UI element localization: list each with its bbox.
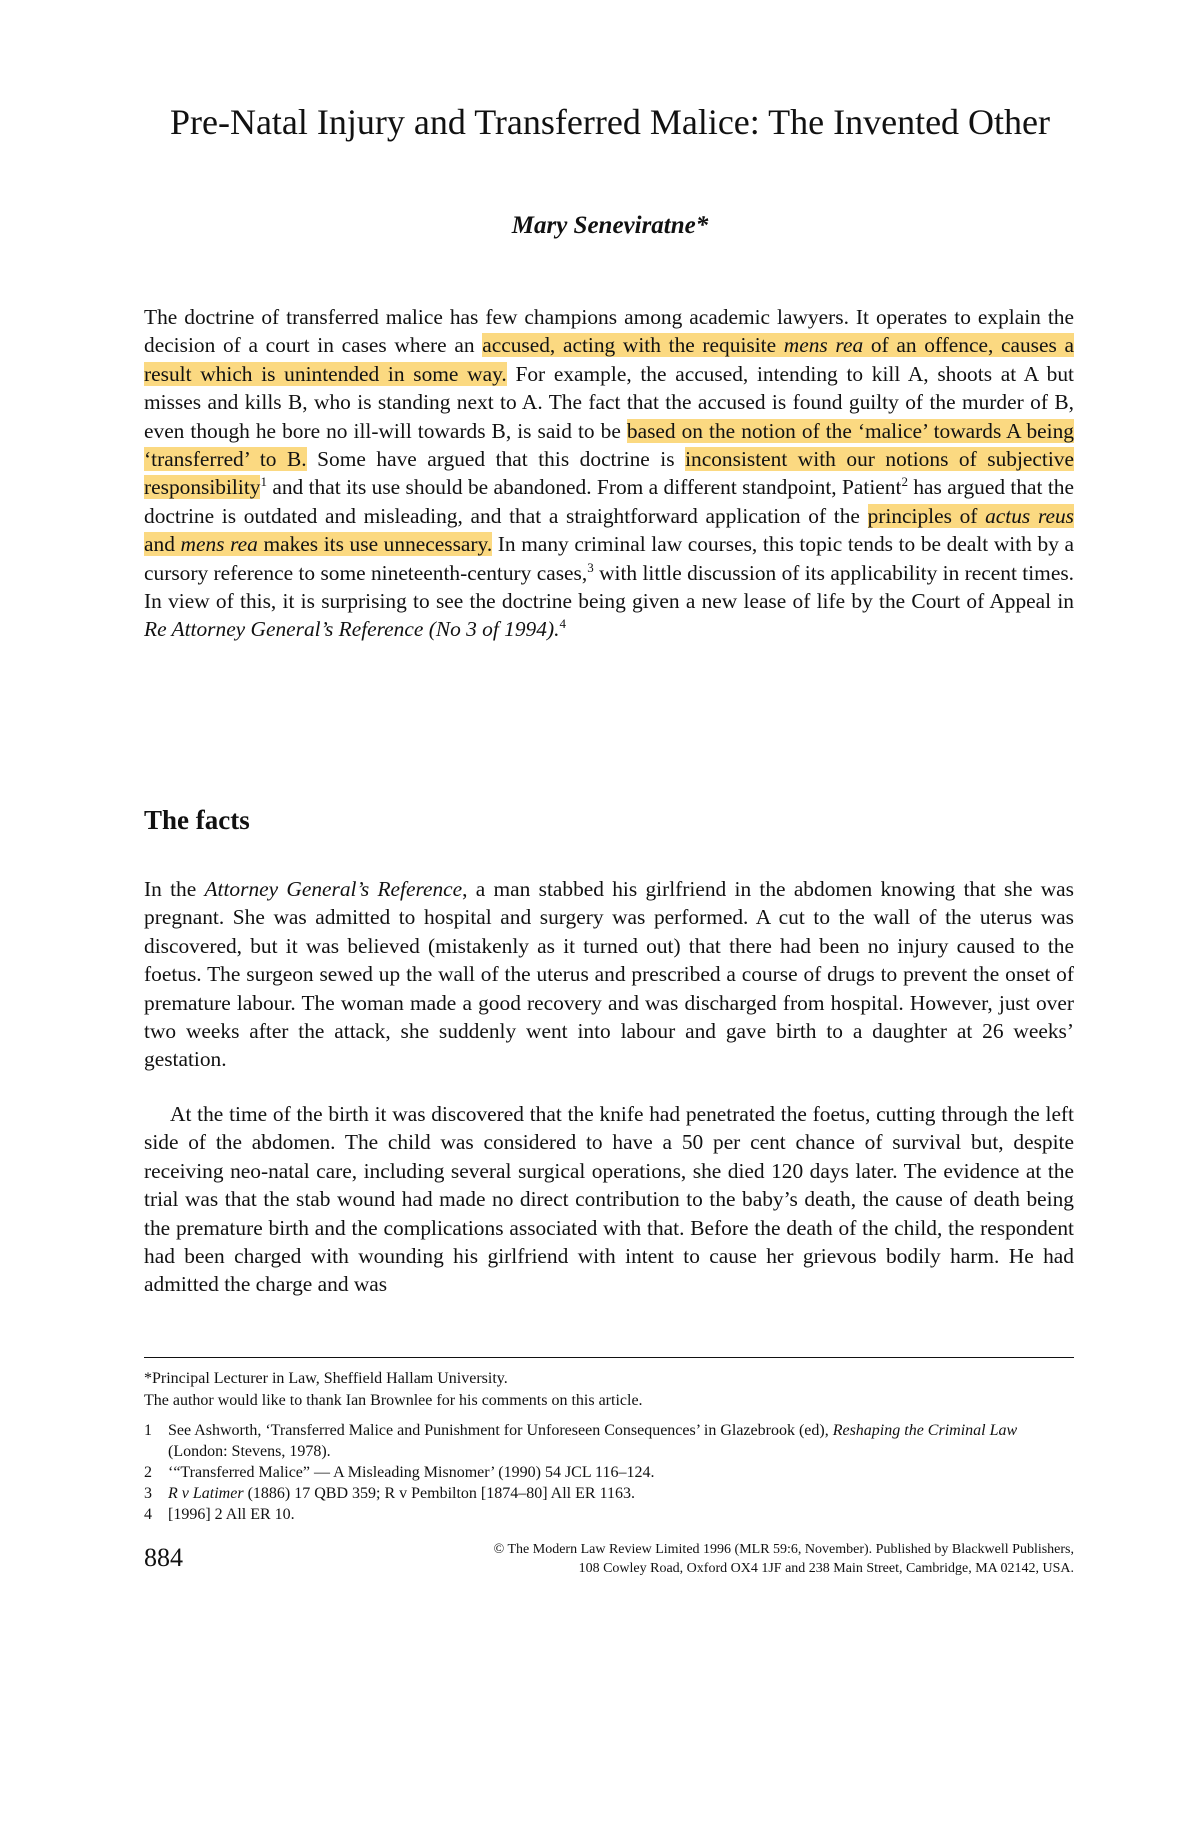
copyright-line-2: 108 Cowley Road, Oxford OX4 1JF and 238 Main Street, Cambridge, MA 02142, USA. bbox=[578, 1561, 1074, 1576]
footnote-ref-2[interactable]: 2 bbox=[901, 474, 908, 490]
highlight-4-text-e: makes its use unnecessary. bbox=[257, 532, 493, 557]
intro-text-6: In many criminal law courses, this topic tends to be dealt with by a cursory reference to some nineteenth-century cases, bbox=[144, 532, 1075, 585]
footnote-text-b: (London: Stevens, 1978). bbox=[168, 1443, 331, 1460]
footnote-text-a: R bbox=[168, 1485, 178, 1502]
footnote-text bbox=[168, 1504, 1074, 1525]
case-citation: Re Attorney General’s Reference (No 3 of 1994). bbox=[144, 617, 560, 642]
footnote-ref-3[interactable]: 3 bbox=[587, 559, 594, 575]
copyright-notice bbox=[240, 1540, 1074, 1578]
intro-text-3: Some have argued that this doctrine is bbox=[306, 447, 686, 472]
highlight-4-text-c: and bbox=[144, 532, 181, 557]
footnote-text-a: ‘“Transferred Malice” — A Misleading Misnomer’ (1990) 54 JCL 116–124. bbox=[168, 1464, 655, 1481]
footnote-ref-4[interactable]: 4 bbox=[559, 616, 566, 632]
article-title: Pre-Natal Injury and Transferred Malice: The Invented Other bbox=[169, 102, 1051, 142]
intro-paragraph bbox=[144, 303, 1074, 644]
footnote-text-b: (1886) 17 QBD 359; R v Pembilton [1874–80] All ER 1163. bbox=[243, 1485, 635, 1502]
highlight-1-italic: mens rea bbox=[783, 333, 864, 358]
facts-rest: , a man stabbed his girlfriend in the abdomen knowing that she was pregnant. She was admitted to hospital and surgery was performed. A cut to the wall of the uterus was discovered, but it was believed (mistakenly as it turned out) that there had been no injury caused to the foetus. The surgeon sewed up the wall of the uterus and prescribed a course of drugs to prevent the onset of premature labour. The woman made a good recovery and was discharged from hospital. However, just over two weeks after the attack, she suddenly went into labour and gave birth to a daughter at 26 weeks’ gestation. bbox=[144, 877, 1075, 1072]
footnote-number: 4 bbox=[144, 1506, 152, 1523]
page-number: 884 bbox=[144, 1543, 183, 1572]
footnote-item bbox=[144, 1420, 1074, 1462]
intro-text-7: with little discussion of its applicability in recent times. In view of this, it is surprising to see the doctrine being given a new lease of life by the Court of Appeal in bbox=[144, 560, 1074, 614]
copyright-line-1: © The Modern Law Review Limited 1996 (MLR 59:6, November). Published by Blackwell Publishers, bbox=[493, 1542, 1074, 1557]
footnote-text bbox=[168, 1483, 1074, 1504]
highlight-4-text-a: principles of bbox=[867, 503, 986, 528]
facts-case-name: Attorney General’s Reference bbox=[204, 877, 463, 901]
facts-lead: In the bbox=[144, 877, 205, 901]
intro-text-2: For example, the accused, intending to kill A, shoots at A but misses and kills B, who is standing next to A. The fact that the accused is found guilty of the murder of B, even though he bore no ill-will towards B, is said to be bbox=[144, 361, 1074, 443]
intro-text-1: The doctrine of transferred malice has few champions among academic lawyers. It operates to explain the decision of a court in cases where an bbox=[144, 305, 1074, 358]
intro-text-5: has argued that the doctrine is outdated and misleading, and that a straightforward application of the bbox=[144, 475, 1074, 528]
highlight-1-text-c: of an offence, causes a result which is unintended in some way. bbox=[144, 333, 1074, 386]
author-affiliation: *Principal Lecturer in Law, Sheffield Hallam University. bbox=[144, 1370, 508, 1387]
highlight-4-italic-d: mens rea bbox=[180, 532, 258, 557]
footnote-item bbox=[144, 1462, 1074, 1483]
footnote-italic: Reshaping the Criminal Law bbox=[832, 1422, 1018, 1439]
footnote-number: 2 bbox=[144, 1464, 152, 1481]
intro-text-4: and that its use should be abandoned. From a different standpoint, Patient bbox=[266, 475, 902, 500]
footnote-number: 3 bbox=[144, 1485, 152, 1502]
footnote-text bbox=[168, 1420, 1074, 1462]
footnote-item bbox=[144, 1504, 1074, 1525]
highlight-2: based on the notion of the ‘malice’ towards A being ‘transferred’ to B. bbox=[144, 418, 1074, 472]
footnote-number: 1 bbox=[144, 1422, 152, 1439]
footnote-ref-1[interactable]: 1 bbox=[260, 474, 267, 490]
author-name: Mary Seneviratne* bbox=[511, 212, 709, 239]
author-acknowledgement: The author would like to thank Ian Brownlee for his comments on this article. bbox=[144, 1392, 643, 1409]
highlight-4-italic-b: actus reus bbox=[985, 503, 1074, 528]
footnote-list bbox=[144, 1420, 1074, 1525]
footnote-text bbox=[168, 1462, 1074, 1483]
footnote-text-a: [1996] 2 All ER 10. bbox=[168, 1506, 295, 1523]
facts-paragraph-2: At the time of the birth it was discovered that the knife had penetrated the foetus, cutting through the left side of the abdomen. The child was considered to have a 50 per cent chance of survival but, despite receiving neo-natal care, including several surgical operations, she died 120 days later. The evidence at the trial was that the stab wound had made no direct contribution to the baby’s death, the cause of death being the premature birth and the complications associated with that. Before the death of the child, the respondent had been charged with wounding his girlfriend with intent to cause her grievous bodily harm. He had admitted the charge and was bbox=[144, 1102, 1074, 1297]
highlight-1-text-a: accused, acting with the requisite bbox=[482, 333, 784, 358]
footnote-item bbox=[144, 1483, 1074, 1504]
highlight-3: inconsistent with our notions of subjective responsibility bbox=[144, 447, 1074, 500]
section-heading: The facts bbox=[144, 805, 250, 835]
footnote-divider bbox=[144, 1357, 1074, 1358]
footnote-italic: v Latimer bbox=[177, 1485, 244, 1502]
footnote-text-a: See Ashworth, ‘Transferred Malice and Punishment for Unforeseen Consequences’ in Glazebrook (ed), bbox=[168, 1422, 833, 1439]
facts-paragraph-1 bbox=[144, 875, 1074, 1074]
